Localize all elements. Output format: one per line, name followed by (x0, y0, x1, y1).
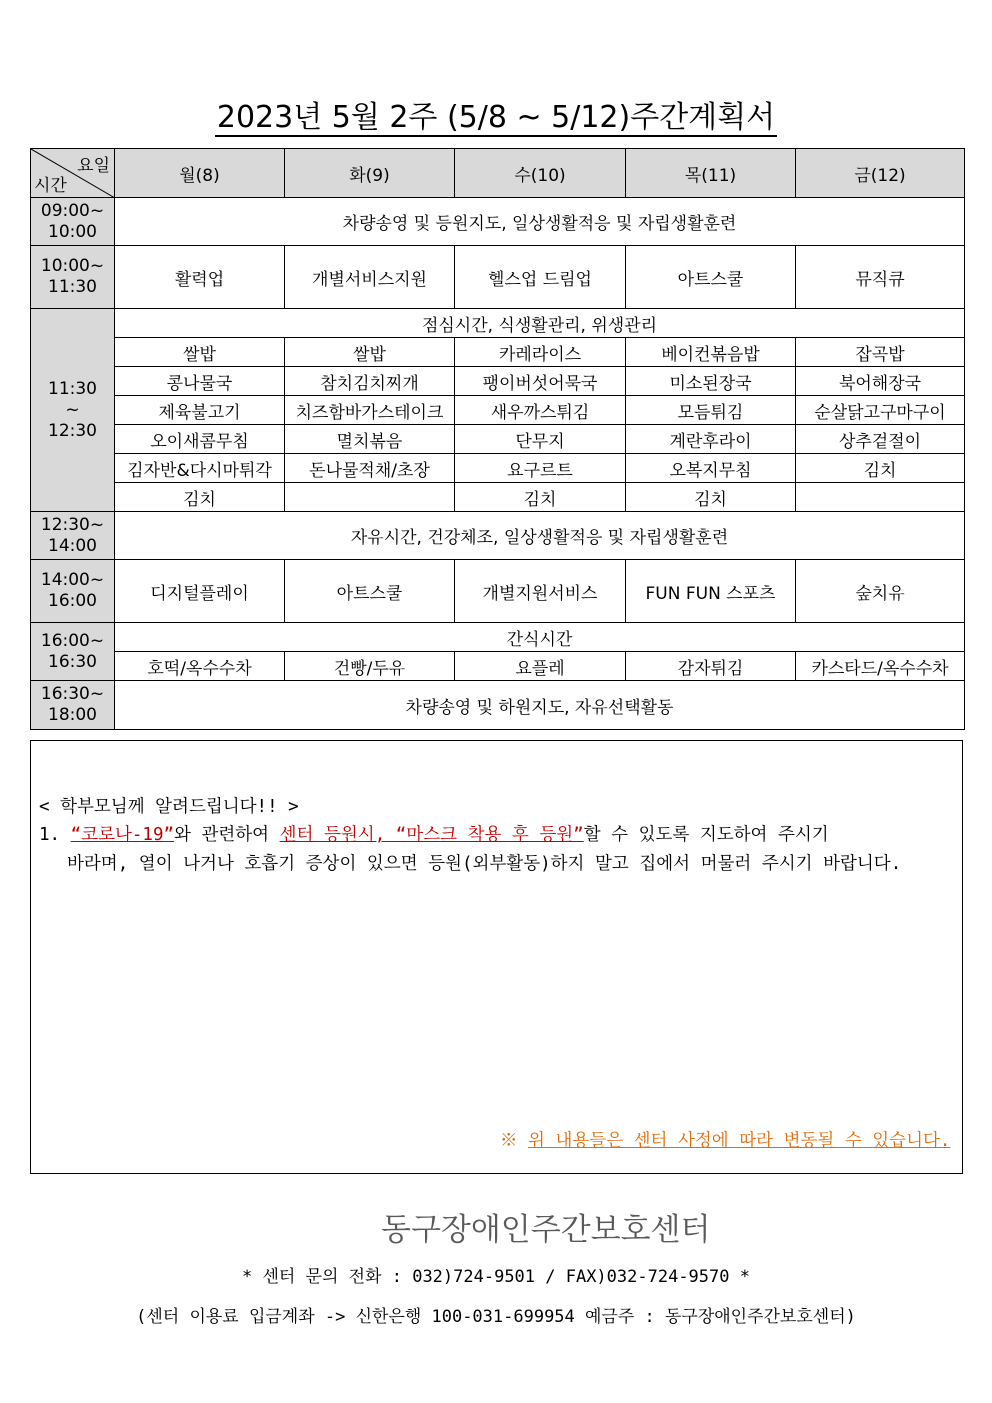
time-cell: 12:30~ 14:00 (31, 512, 115, 560)
menu-item: 제육불고기 (115, 396, 285, 425)
time-cell: 10:00~ 11:30 (31, 246, 115, 309)
parent-notice-box (30, 740, 963, 1174)
time-cell: 16:30~ 18:00 (31, 681, 115, 730)
time-cell: 11:30 ~ 12:30 (31, 309, 115, 512)
snack-header: 간식시간 (115, 623, 965, 652)
menu-item: 쌀밥 (285, 338, 455, 367)
note-mark: ※ (500, 1131, 518, 1151)
snack-item: 요플레 (455, 652, 626, 681)
activity-cell: 헬스업 드림업 (455, 246, 626, 309)
time-axis-label: 시간 (34, 176, 67, 196)
day-header-wed: 수(10) (455, 149, 626, 198)
menu-item: 단무지 (455, 425, 626, 454)
menu-row (31, 483, 965, 512)
activity-cell: 차량송영 및 등원지도, 일상생활적응 및 자립생활훈련 (115, 198, 965, 246)
time-cell: 16:00~ 16:30 (31, 623, 115, 681)
slot-row-1230 (31, 512, 965, 560)
item-number: 1. (39, 825, 61, 845)
slot-row-1000 (31, 246, 965, 309)
menu-item: 요구르트 (455, 454, 626, 483)
menu-row (31, 367, 965, 396)
menu-item (285, 483, 455, 512)
mask-highlight: 센터 등원시, “마스크 착용 후 등원” (279, 825, 584, 845)
snack-item: 호떡/옥수수차 (115, 652, 285, 681)
activity-cell: 뮤직큐 (796, 246, 965, 309)
menu-item: 콩나물국 (115, 367, 285, 396)
time-cell: 14:00~ 16:00 (31, 560, 115, 623)
menu-item: 베이컨볶음밥 (626, 338, 796, 367)
menu-row (31, 425, 965, 454)
time-cell: 09:00~ 10:00 (31, 198, 115, 246)
notice-text: 할 수 있도록 지도하여 주시기 (583, 825, 829, 845)
notice-item-1-line2: 바라며, 열이 나거나 호흡기 증상이 있으면 등원(외부활동)하지 말고 집에서 머물러 주시기 바랍니다. (67, 854, 902, 874)
notice-item-1 (39, 821, 829, 846)
menu-row (31, 396, 965, 425)
menu-item: 팽이버섯어묵국 (455, 367, 626, 396)
snack-item: 건빵/두유 (285, 652, 455, 681)
menu-row (31, 338, 965, 367)
notice-text: 와 관련하여 (174, 825, 280, 845)
menu-item: 쌀밥 (115, 338, 285, 367)
snack-header-row (31, 623, 965, 652)
activity-cell: 개별지원서비스 (455, 560, 626, 623)
document-title: 2023년 5월 2주 (5/8 ~ 5/12)주간계획서 (216, 100, 776, 135)
menu-item (796, 483, 965, 512)
bank-account-info: (센터 이용료 입금계좌 -> 신한은행 100-031-699954 예금주 : 동구장애인주간보호센터) (136, 1307, 856, 1327)
activity-cell: 숲치유 (796, 560, 965, 623)
menu-item: 참치김치찌개 (285, 367, 455, 396)
menu-item: 오복지무침 (626, 454, 796, 483)
covid-highlight: “코로나-19” (70, 825, 175, 845)
activity-cell: 개별서비스지원 (285, 246, 455, 309)
notice-heading: < 학부모님께 알려드립니다!! > (39, 797, 299, 817)
menu-item: 치즈함바가스테이크 (285, 396, 455, 425)
snack-row (31, 652, 965, 681)
day-header-tue: 화(9) (285, 149, 455, 198)
slot-row-1400 (31, 560, 965, 623)
day-header-fri: 금(12) (796, 149, 965, 198)
menu-item: 김치 (626, 483, 796, 512)
snack-item: 감자튀김 (626, 652, 796, 681)
activity-cell: 자유시간, 건강체조, 일상생활적응 및 자립생활훈련 (115, 512, 965, 560)
weekly-schedule-table (30, 148, 965, 730)
menu-item: 잡곡밥 (796, 338, 965, 367)
menu-item: 김자반&다시마튀각 (115, 454, 285, 483)
menu-item: 모듬튀김 (626, 396, 796, 425)
day-header-mon: 월(8) (115, 149, 285, 198)
header-row (31, 149, 965, 198)
menu-item: 새우까스튀김 (455, 396, 626, 425)
menu-row (31, 454, 965, 483)
activity-cell: FUN FUN 스포츠 (626, 560, 796, 623)
lunch-header-row (31, 309, 965, 338)
activity-cell: 디지털플레이 (115, 560, 285, 623)
activity-cell: 활력업 (115, 246, 285, 309)
menu-item: 오이새콤무침 (115, 425, 285, 454)
menu-item: 상추겉절이 (796, 425, 965, 454)
slot-row-0900 (31, 198, 965, 246)
menu-item: 멸치볶음 (285, 425, 455, 454)
activity-cell: 아트스쿨 (285, 560, 455, 623)
change-note (500, 1127, 950, 1152)
day-header-thu: 목(11) (626, 149, 796, 198)
house-logo-icon (292, 1194, 377, 1254)
menu-item: 카레라이스 (455, 338, 626, 367)
contact-info: * 센터 문의 전화 : 032)724-9501 / FAX)032-724-9570 * (242, 1267, 750, 1287)
day-axis-label: 요일 (77, 156, 110, 176)
menu-item: 미소된장국 (626, 367, 796, 396)
activity-cell: 아트스쿨 (626, 246, 796, 309)
center-name: 동구장애인주간보호센터 (381, 1212, 711, 1248)
menu-item: 김치 (115, 483, 285, 512)
menu-item: 계란후라이 (626, 425, 796, 454)
corner-cell (31, 149, 115, 198)
snack-item: 카스타드/옥수수차 (796, 652, 965, 681)
slot-row-1630 (31, 681, 965, 730)
activity-cell: 차량송영 및 하원지도, 자유선택활동 (115, 681, 965, 730)
note-text: 위 내용들은 센터 사정에 따라 변동될 수 있습니다. (528, 1131, 951, 1151)
menu-item: 북어해장국 (796, 367, 965, 396)
lunch-header: 점심시간, 식생활관리, 위생관리 (115, 309, 965, 338)
menu-item: 돈나물적채/초장 (285, 454, 455, 483)
menu-item: 김치 (455, 483, 626, 512)
menu-item: 김치 (796, 454, 965, 483)
menu-item: 순살닭고구마구이 (796, 396, 965, 425)
